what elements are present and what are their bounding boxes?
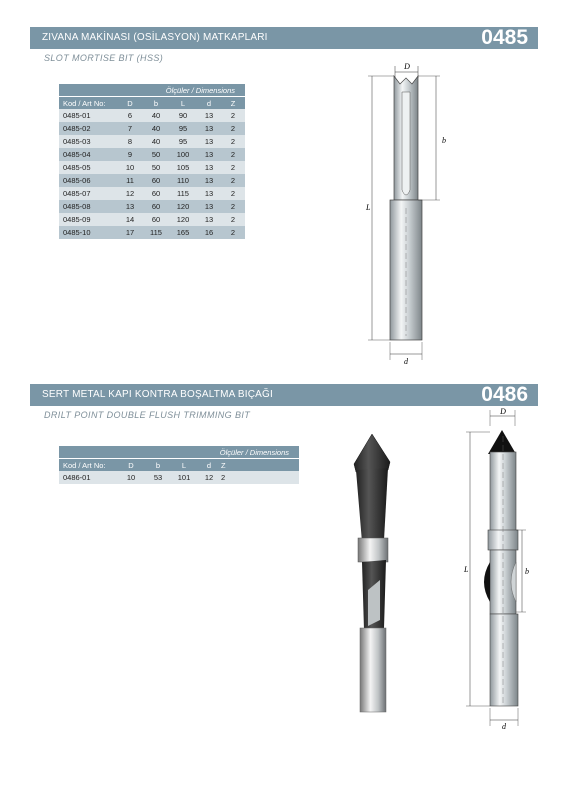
table-cell: 40 [143, 135, 169, 148]
table-cell: 16 [197, 226, 221, 239]
label-D: D [500, 407, 506, 416]
table-cell: 0485-05 [59, 161, 117, 174]
section-banner-0485 [30, 27, 538, 49]
header-Z: Z [221, 97, 245, 110]
table-cell: 13 [197, 200, 221, 213]
table-cell: 60 [143, 187, 169, 200]
table-cell: 2 [221, 109, 245, 122]
table-cell: 10 [117, 471, 145, 484]
section-banner-0486 [30, 384, 538, 406]
product-code: 0486 [481, 383, 528, 406]
header-art-no: Kod / Art No: [59, 459, 117, 472]
table-cell: 13 [197, 161, 221, 174]
table-cell: 50 [143, 161, 169, 174]
table-cell: 2 [221, 135, 245, 148]
table-row [59, 213, 245, 226]
table-cell: 120 [169, 213, 197, 226]
header-art-no: Kod / Art No: [59, 97, 117, 110]
table-cell: 0485-01 [59, 109, 117, 122]
table-row [59, 226, 245, 239]
header-L: L [171, 459, 197, 472]
table-cell: 12 [197, 471, 221, 484]
table-cell: 0485-09 [59, 213, 117, 226]
table-cell: 13 [197, 122, 221, 135]
table-cell: 2 [221, 161, 245, 174]
table-cell: 115 [169, 187, 197, 200]
header-D: D [117, 459, 145, 472]
slot-mortise-bit-drawing [360, 58, 450, 370]
table-cell: 12 [117, 187, 143, 200]
table-cell: 0485-08 [59, 200, 117, 213]
header-d: d [197, 97, 221, 110]
header-Z: Z [221, 459, 299, 472]
table-cell: 115 [143, 226, 169, 239]
table-cell: 2 [221, 226, 245, 239]
table-cell: 165 [169, 226, 197, 239]
table-row [59, 174, 245, 187]
flute [402, 92, 410, 195]
table-cell: 50 [143, 148, 169, 161]
table-cell: 40 [143, 109, 169, 122]
table-cell: 60 [143, 174, 169, 187]
table-cell: 40 [143, 122, 169, 135]
header-b: b [145, 459, 171, 472]
table-header-row [59, 97, 245, 110]
dimensions-table-0486 [59, 446, 299, 484]
dimensions-label: Ölçüler / Dimensions [59, 84, 245, 97]
table-cell: 13 [197, 135, 221, 148]
label-b: b [442, 136, 446, 145]
table-cell: 0485-02 [59, 122, 117, 135]
section-title: ZIVANA MAKİNASI (OSİLASYON) MATKAPLARI [42, 32, 268, 43]
product-code: 0485 [481, 26, 528, 49]
table-cell: 2 [221, 174, 245, 187]
table-row [59, 135, 245, 148]
header-L: L [169, 97, 197, 110]
label-d: d [502, 722, 506, 730]
trimming-bit-drawing [460, 406, 540, 730]
section-subtitle: DRILT POINT DOUBLE FLUSH TRIMMING BIT [44, 410, 251, 420]
section-title: SERT METAL KAPI KONTRA BOŞALTMA BIÇAĞI [42, 389, 273, 400]
table-cell: 13 [117, 200, 143, 213]
table-cell: 53 [145, 471, 171, 484]
table-cell: 11 [117, 174, 143, 187]
table-cell: 90 [169, 109, 197, 122]
table-row [59, 122, 245, 135]
label-b: b [525, 567, 529, 576]
table-cell: 2 [221, 122, 245, 135]
table-cell: 17 [117, 226, 143, 239]
table-row [59, 187, 245, 200]
table-row [59, 200, 245, 213]
table-cell: 95 [169, 122, 197, 135]
label-L: L [366, 203, 371, 212]
table-cell: 0485-06 [59, 174, 117, 187]
table-cell: 13 [197, 174, 221, 187]
table-cell: 120 [169, 200, 197, 213]
label-D: D [404, 62, 410, 71]
table-cell: 14 [117, 213, 143, 226]
table-row [59, 471, 299, 484]
dimensions-label: Ölçüler / Dimensions [59, 446, 299, 459]
table-cell: 0485-04 [59, 148, 117, 161]
table-cell: 2 [221, 187, 245, 200]
table-row [59, 161, 245, 174]
header-b: b [143, 97, 169, 110]
table-row [59, 148, 245, 161]
table-cell: 13 [197, 148, 221, 161]
table-cell: 60 [143, 200, 169, 213]
table-cell: 13 [197, 109, 221, 122]
table-cell: 2 [221, 471, 299, 484]
table-cell: 2 [221, 213, 245, 226]
table-cell: 13 [197, 213, 221, 226]
label-L: L [464, 565, 469, 574]
table-cell: 13 [197, 187, 221, 200]
table-dimensions-header [59, 446, 299, 459]
trimming-bit-photo [340, 430, 410, 720]
table-cell: 2 [221, 148, 245, 161]
table-dimensions-header [59, 84, 245, 97]
table-cell: 110 [169, 174, 197, 187]
header-d: d [197, 459, 221, 472]
table-cell: 7 [117, 122, 143, 135]
table-cell: 10 [117, 161, 143, 174]
table-cell: 0485-10 [59, 226, 117, 239]
table-cell: 2 [221, 200, 245, 213]
table-cell: 6 [117, 109, 143, 122]
header-D: D [117, 97, 143, 110]
table-cell: 0485-03 [59, 135, 117, 148]
table-cell: 8 [117, 135, 143, 148]
table-row [59, 109, 245, 122]
table-cell: 9 [117, 148, 143, 161]
table-cell: 101 [171, 471, 197, 484]
label-d: d [404, 357, 408, 366]
table-cell: 60 [143, 213, 169, 226]
table-header-row [59, 459, 299, 472]
section-subtitle: SLOT MORTISE BIT (HSS) [44, 53, 164, 63]
table-cell: 105 [169, 161, 197, 174]
dimensions-table-0485 [59, 84, 245, 239]
table-cell: 100 [169, 148, 197, 161]
table-cell: 0486-01 [59, 471, 117, 484]
table-cell: 95 [169, 135, 197, 148]
table-cell: 0485-07 [59, 187, 117, 200]
